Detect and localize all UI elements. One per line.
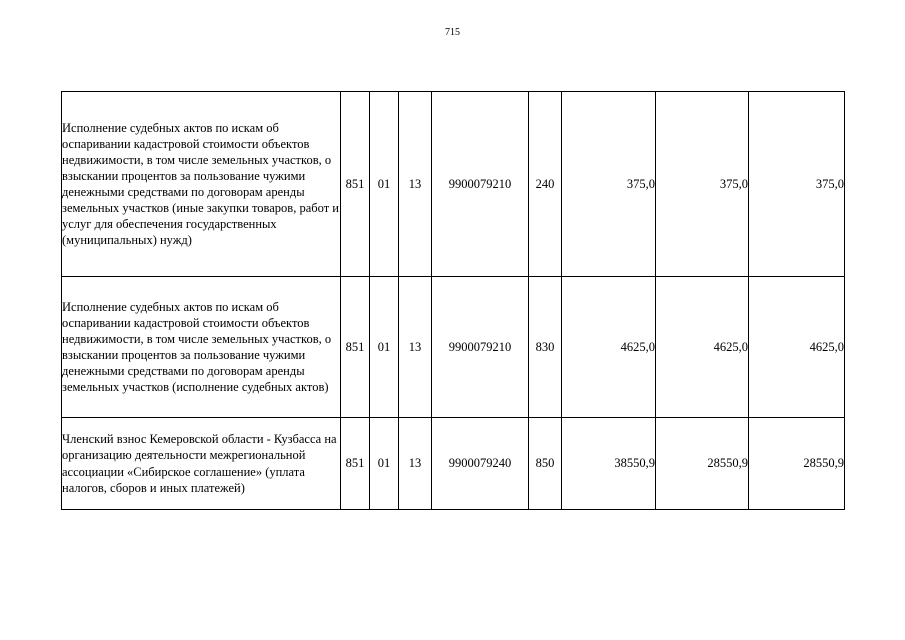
amount-1: 375,0 (562, 92, 656, 277)
amount-3: 375,0 (749, 92, 845, 277)
row-description: Членский взнос Кемеровской области - Кузбасса на организацию деятельности межрегиональной ассоциации «Сибирское соглашение» (уплата налогов, сборов и иных платежей) (62, 418, 341, 510)
target-article-code: 9900079210 (432, 92, 529, 277)
amount-2: 28550,9 (656, 418, 749, 510)
ministry-code: 851 (341, 277, 370, 418)
budget-table (61, 91, 845, 510)
target-article-code: 9900079240 (432, 418, 529, 510)
amount-3: 4625,0 (749, 277, 845, 418)
expense-type-code: 850 (529, 418, 562, 510)
subsection-code: 13 (399, 277, 432, 418)
section-code: 01 (370, 418, 399, 510)
table-row (62, 418, 845, 510)
expense-type-code: 240 (529, 92, 562, 277)
amount-1: 38550,9 (562, 418, 656, 510)
table-row (62, 92, 845, 277)
subsection-code: 13 (399, 92, 432, 277)
expense-type-code: 830 (529, 277, 562, 418)
target-article-code: 9900079210 (432, 277, 529, 418)
row-description: Исполнение судебных актов по искам об оспаривании кадастровой стоимости объектов недвижимости, в том числе земельных участков, о взыскании процентов за пользование чужими денежными средствами по договорам аренды земельных участков (иные закупки товаров, работ и услуг для обеспечения государственных (муниципальных) нужд) (62, 92, 341, 277)
amount-1: 4625,0 (562, 277, 656, 418)
ministry-code: 851 (341, 92, 370, 277)
section-code: 01 (370, 277, 399, 418)
row-description: Исполнение судебных актов по искам об оспаривании кадастровой стоимости объектов недвижимости, в том числе земельных участков, о взыскании процентов за пользование чужими денежными средствами по договорам аренды земельных участков (исполнение судебных актов) (62, 277, 341, 418)
ministry-code: 851 (341, 418, 370, 510)
amount-2: 375,0 (656, 92, 749, 277)
table-row (62, 277, 845, 418)
section-code: 01 (370, 92, 399, 277)
page-number: 715 (445, 27, 460, 38)
amount-2: 4625,0 (656, 277, 749, 418)
subsection-code: 13 (399, 418, 432, 510)
amount-3: 28550,9 (749, 418, 845, 510)
